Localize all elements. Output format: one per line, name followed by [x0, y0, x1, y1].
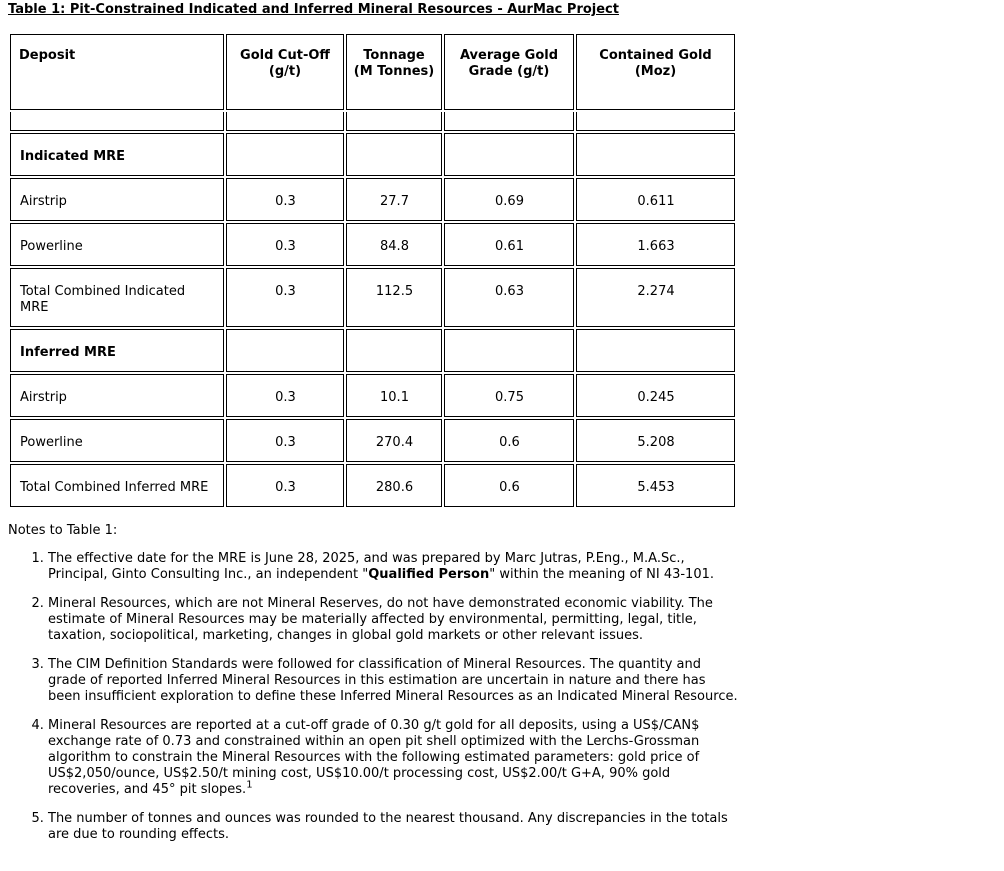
table-row-total: [10, 464, 735, 507]
cell-deposit: Total Combined Indicated MRE: [20, 284, 186, 315]
table-notes: [8, 523, 738, 856]
note-item: 4. Mineral Resources are reported at a cut-off grade of 0.30 g/t gold for all deposits, using a US$/CAN$ exchange rate of 0.73 and constrained within an open pit shell optimized with the Lerchs-Grossman algorithm to constrain the Mineral Resources with the following estimated parameters: gold price of US$2,050/ounce, US$2.50/t mining cost, US$10.00/t processing cost, US$2.00/t G+A, 90% gold recoveries, and 45° pit slopes.$^1$: [48, 718, 738, 798]
spacer-row: [10, 112, 735, 131]
table-row: [10, 223, 735, 266]
cell-cutoff: 0.3: [275, 194, 296, 209]
table-header-row: [10, 34, 735, 110]
table-row: [10, 374, 735, 417]
header-cutoff: Gold Cut-Off (g/t): [226, 34, 344, 110]
table-row: [10, 419, 735, 462]
cell-deposit: Airstrip: [20, 390, 67, 405]
mineral-resources-table: [8, 32, 737, 509]
section-label: Indicated MRE: [10, 133, 224, 176]
cell-deposit: Total Combined Inferred MRE: [20, 480, 209, 495]
cell-tonnage: 270.4: [375, 435, 414, 450]
cell-cutoff: 0.3: [275, 284, 296, 299]
cell-cutoff: 0.3: [275, 390, 296, 405]
section-label: Inferred MRE: [10, 329, 224, 372]
cell-cutoff: 0.3: [275, 480, 296, 495]
cell-deposit: Powerline: [20, 435, 83, 450]
cell-deposit: Airstrip: [20, 194, 67, 209]
cell-tonnage: 10.1: [380, 390, 409, 405]
cell-tonnage: 112.5: [375, 284, 414, 299]
section-row-inferred: [10, 329, 735, 372]
notes-heading: Notes to Table 1:: [8, 523, 118, 538]
header-grade: Average Gold Grade (g/t): [444, 34, 574, 110]
note-item: 2. Mineral Resources, which are not Mineral Reserves, do not have demonstrated economic viability. The estimate of Mineral Resources may be materially affected by environmental, permitting, legal, title, taxation, sociopolitical, marketing, changes in global gold markets or other relevant issues.: [48, 596, 738, 644]
cell-grade: 0.6: [499, 480, 520, 495]
section-row-indicated: [10, 133, 735, 176]
cell-grade: 0.63: [495, 284, 524, 299]
cell-gold: 0.611: [637, 194, 675, 209]
table-row: [10, 178, 735, 221]
cell-grade: 0.6: [499, 435, 520, 450]
cell-grade: 0.61: [495, 239, 524, 254]
cell-gold: 1.663: [637, 239, 675, 254]
cell-tonnage: 27.7: [380, 194, 409, 209]
header-contained-gold: Contained Gold (Moz): [576, 34, 735, 110]
table-title: Table 1: Pit-Constrained Indicated and Inferred Mineral Resources - AurMac Project: [8, 2, 619, 17]
cell-gold: 0.245: [637, 390, 675, 405]
note-item: 5. The number of tonnes and ounces was rounded to the nearest thousand. Any discrepancies in the totals are due to rounding effects.: [48, 811, 738, 843]
cell-grade: 0.69: [495, 194, 524, 209]
qualified-person-term: Qualified Person: [368, 567, 490, 582]
note-item: 1. The effective date for the MRE is June 28, 2025, and was prepared by Marc Jutras, P.Eng., M.A.Sc., Principal, Ginto Consulting Inc., an independent "Qualified Person" within the meaning of NI 43-101.: [48, 551, 738, 583]
cell-deposit: Powerline: [20, 239, 83, 254]
note-item: 3. The CIM Definition Standards were followed for classification of Mineral Resources. The quantity and grade of reported Inferred Mineral Resources in this estimation are uncertain in nature and there has been insufficient exploration to define these Inferred Mineral Resources as an Indicated Mineral Resource.: [48, 657, 738, 705]
cell-cutoff: 0.3: [275, 435, 296, 450]
table-row-total: [10, 268, 735, 327]
cell-tonnage: 84.8: [380, 239, 409, 254]
notes-list: [8, 551, 738, 843]
cell-gold: 2.274: [637, 284, 675, 299]
cell-gold: 5.208: [637, 435, 675, 450]
cell-cutoff: 0.3: [275, 239, 296, 254]
header-deposit: Deposit: [10, 34, 224, 110]
cell-gold: 5.453: [637, 480, 675, 495]
cell-tonnage: 280.6: [375, 480, 414, 495]
cell-grade: 0.75: [495, 390, 524, 405]
header-tonnage: Tonnage (M Tonnes): [346, 34, 442, 110]
footnote-ref: 1: [246, 779, 253, 791]
